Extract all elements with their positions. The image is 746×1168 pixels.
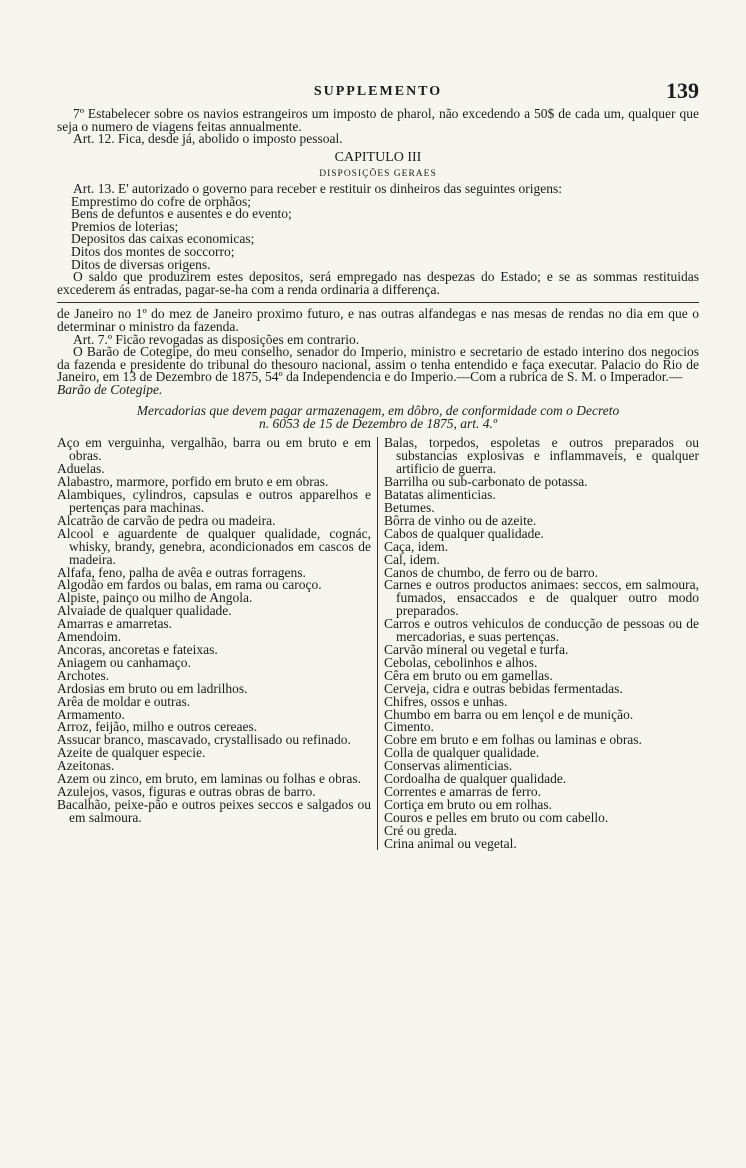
page-header [57, 78, 699, 108]
signature: Barão de Cotegipe. [57, 381, 163, 397]
merchandise-title-line-1: Mercadorias que devem pagar armazenagem, em dôbro, de conformidade com o Decreto [136, 403, 620, 419]
list-item: Cabos de qualquer qualidade. [384, 525, 544, 541]
list-item: Aniagem ou canhamaço. [57, 654, 191, 670]
list-item: Alvaiade de qualquer qualidade. [57, 603, 232, 619]
list-item: Ardosias em bruto ou em ladrilhos. [57, 680, 248, 696]
list-item: Alcool e aguardente de qualquer qualidade, cognác, whisky, brandy, genebra, acondicionados em cascos de madeira. [57, 525, 371, 567]
list-item: Ditos de diversas origens. [71, 256, 211, 272]
list-item: Couros e pelles em bruto ou com cabello. [384, 809, 609, 825]
list-item: Cêra em bruto ou em gamellas. [384, 667, 553, 683]
list-item: Caça, idem. [384, 538, 449, 554]
list-item: Azeitonas. [57, 758, 115, 774]
list-item: Armamento. [57, 706, 125, 722]
page-number: 139 [666, 78, 699, 103]
merchandise-column-left [57, 437, 378, 850]
paragraph-art-7: Art. 7.º Ficão revogadas as disposições em contrario. [73, 331, 360, 347]
list-item: Ancoras, ancoretas e fateixas. [57, 641, 218, 657]
section-divider [57, 302, 699, 303]
list-item: Cortiça em bruto ou em rolhas. [384, 796, 552, 812]
list-item: Premios de loterias; [71, 218, 179, 234]
merchandise-title-line-2: n. 6053 de 15 de Dezembro de 1875, art. 4.º [258, 416, 498, 432]
list-item: Alambiques, cylindros, capsulas e outros apparelhos e pertenças para machinas. [57, 487, 371, 515]
list-item: Balas, torpedos, espoletas e outros preparados ou substancias explosivas e inflammaveis, e qualquer artificio de guerra. [384, 435, 699, 477]
list-item: Amarras e amarretas. [57, 616, 173, 632]
list-item: Arêa de moldar e outras. [57, 693, 191, 709]
list-item: Amendoim. [57, 629, 122, 645]
paragraph-barao: O Barão de Cotegipe, do meu conselho, senador do Imperio, ministro e secretario de estado interino dos negocios da fazenda e presidente do tribunal do thesouro nacional, assim o tenha entendido e faça executar. Palacio do Rio de Janeiro, em 13 de Dezembro de 1875, 54º da Independencia e do Imperio.—Com a rubrica de S. M. o Imperador.— [57, 344, 699, 385]
list-item: Aduelas. [57, 461, 105, 477]
list-item: Colla de qualquer qualidade. [384, 745, 540, 761]
list-item: Azem ou zinco, em bruto, em laminas ou folhas e obras. [57, 771, 362, 787]
list-item: Arroz, feijão, milho e outros cereaes. [57, 719, 258, 735]
list-item: Aço em verguinha, vergalhão, barra ou em bruto e em obras. [57, 435, 371, 464]
paragraph-item-7: 7º Estabelecer sobre os navios estrangeiros um imposto de pharol, não excedendo a 50$ de cada um, qualquer que seja o numero de viagens feitas annualmente. [57, 106, 699, 134]
list-item: Algodão em fardos ou balas, em rama ou caroço. [57, 577, 322, 593]
paragraph-art-13: Art. 13. E' autorizado o governo para receber e restituir os dinheiros das seguintes origens: [73, 180, 563, 196]
list-item: Conservas alimenticias. [384, 758, 513, 774]
merchandise-title [57, 404, 699, 430]
list-item: Alcatrão de carvão de pedra ou madeira. [57, 512, 276, 528]
list-item: Carvão mineral ou vegetal e turfa. [384, 641, 569, 657]
list-item: Alpiste, painço ou milho de Angola. [57, 590, 253, 606]
list-item: Carnes e outros productos animaes: seccos, em salmoura, fumados, ensaccados e de qualquer outro modo preparados. [384, 577, 699, 619]
list-item: Bacalhão, peixe-pão e outros peixes seccos e salgados ou em salmoura. [57, 796, 371, 825]
list-item: Bens de defuntos e ausentes e do evento; [71, 206, 292, 222]
paragraph-saldo: O saldo que produzirem estes depositos, será empregado nas despezas do Estado; e se as sommas restituidas excederem ás entradas, pagar-se-ha com a renda ordinaria a differença. [57, 269, 699, 297]
origins-list [57, 193, 699, 272]
list-item: Alfafa, feno, palha de avêa e outras forragens. [57, 564, 306, 580]
list-item: Correntes e amarras de ferro. [384, 783, 542, 799]
list-item: Barrilha ou sub-carbonato de potassa. [384, 474, 588, 490]
list-item: Chifres, ossos e unhas. [384, 693, 508, 709]
chapter-subtitle: DISPOSIÇÕES GERAES [319, 169, 437, 180]
paragraph-continuation: de Janeiro no 1º do mez de Janeiro proximo futuro, e nas outras alfandegas e nas mesas de rendas no dia em que o determinar o ministro da fazenda. [57, 306, 699, 334]
list-item: Cal, idem. [384, 551, 440, 567]
list-item: Cebolas, cebolinhos e alhos. [384, 654, 538, 670]
list-item: Bôrra de vinho ou de azeite. [384, 512, 537, 528]
list-item: Chumbo em barra ou em lençol e de munição. [384, 706, 634, 722]
list-item: Batatas alimenticias. [384, 487, 496, 503]
list-item: Cré ou greda. [384, 822, 458, 838]
chapter-title: CAPITULO III [334, 149, 422, 165]
merchandise-columns [57, 437, 699, 850]
list-item: Cimento. [384, 719, 434, 735]
list-item: Depositos das caixas economicas; [71, 231, 255, 247]
list-item: Ditos dos montes de soccorro; [71, 243, 235, 259]
list-item: Alabastro, marmore, porfido em bruto e em obras. [57, 474, 329, 490]
list-item: Archotes. [57, 667, 110, 683]
paragraph-art-12: Art. 12. Fica, desde já, abolido o imposto pessoal. [73, 131, 343, 147]
merchandise-column-right [378, 437, 699, 850]
list-item: Azulejos, vasos, figuras e outras obras de barro. [57, 783, 316, 799]
list-item: Canos de chumbo, de ferro ou de barro. [384, 564, 599, 580]
list-item: Emprestimo do cofre de orphãos; [71, 193, 251, 209]
list-item: Azeite de qualquer especie. [57, 745, 206, 761]
list-item: Cobre em bruto e em folhas ou laminas e obras. [384, 732, 642, 748]
list-item: Cordoalha de qualquer qualidade. [384, 771, 567, 787]
list-item: Carros e outros vehiculos de conducção de pessoas ou de mercadorias, e suas pertenças. [384, 616, 699, 645]
list-item: Cerveja, cidra e outras bebidas fermentadas. [384, 680, 623, 696]
document-page [57, 78, 699, 850]
list-item: Assucar branco, mascavado, crystallisado ou refinado. [57, 732, 351, 748]
running-title: SUPPLEMENTO [313, 84, 443, 99]
list-item: Betumes. [384, 500, 435, 515]
list-item: Crina animal ou vegetal. [384, 835, 517, 851]
